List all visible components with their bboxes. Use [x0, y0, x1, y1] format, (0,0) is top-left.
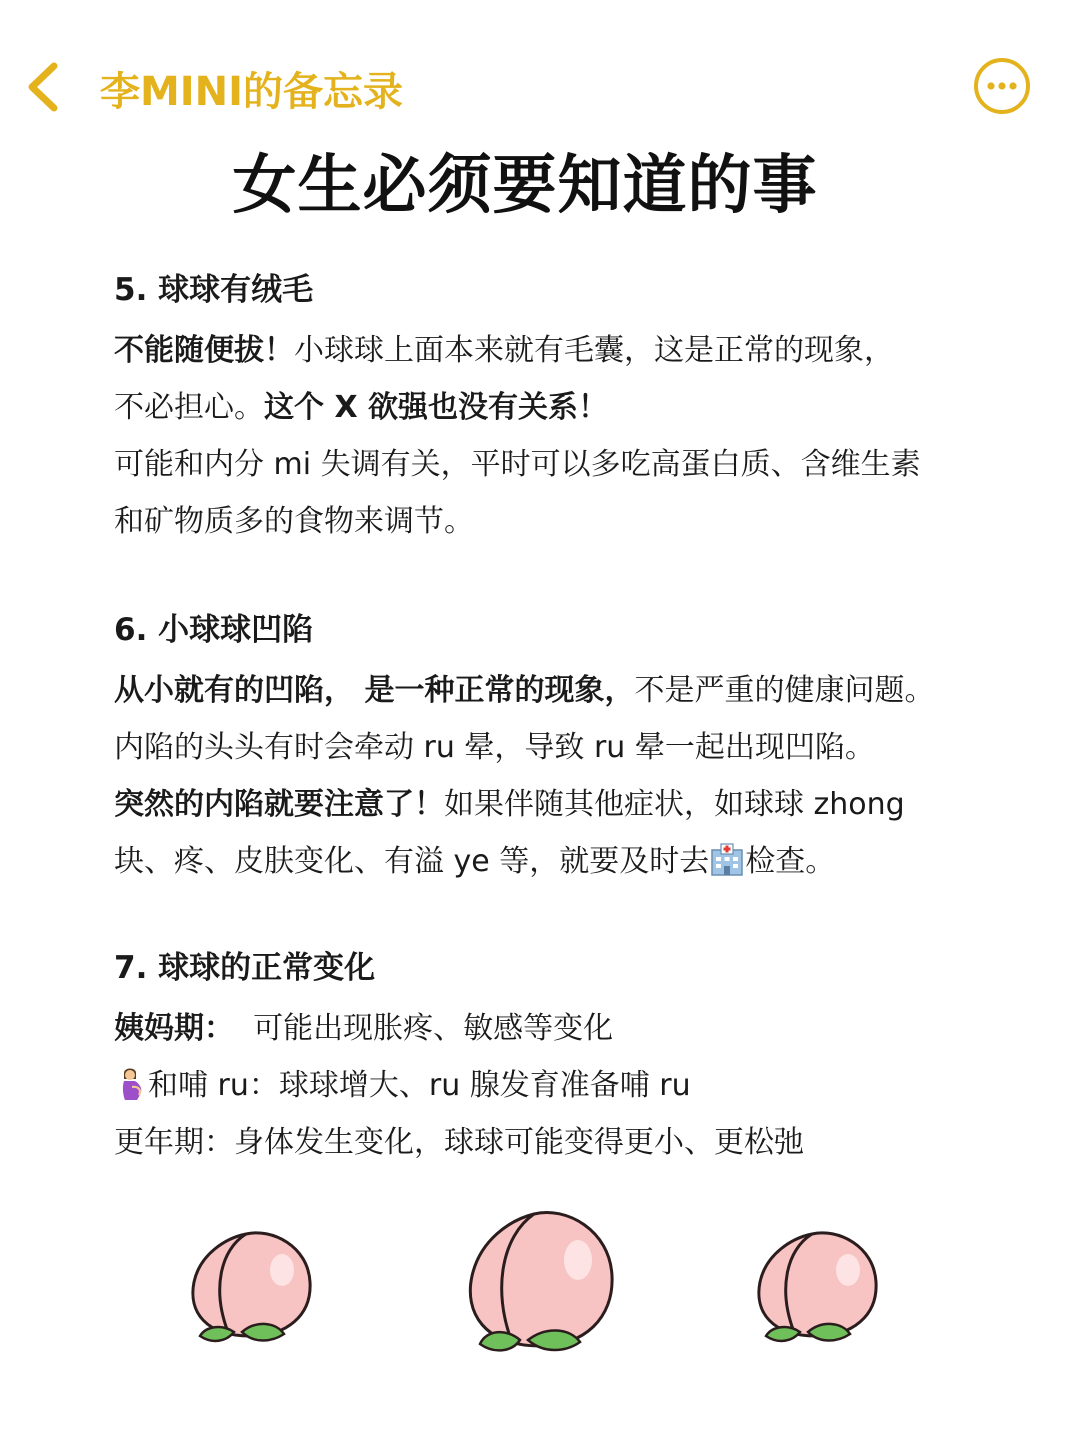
body-line: 内陷的头头有时会牵动 ru 晕，导致 ru 晕一起出现凹陷。	[114, 730, 875, 765]
emphasis-text: 突然的内陷就要注意了！	[114, 787, 444, 822]
body-line	[114, 776, 1034, 833]
body-line	[114, 1000, 1034, 1057]
emphasis-text: 不能随便拔！	[114, 333, 294, 368]
body-line: 可能和内分 mi 失调有关，平时可以多吃高蛋白质、含维生素	[114, 447, 921, 482]
body-text: 不是严重的健康问题。	[634, 673, 935, 708]
section-heading: 6. 小球球凹陷	[114, 612, 314, 648]
hospital-icon	[709, 839, 745, 896]
note-body	[114, 266, 1034, 1171]
emphasis-text: 这个 X 欲强也没有关系！	[264, 390, 609, 425]
emphasis-text: 从小就有的凹陷， 是一种正常的现象，	[114, 673, 635, 708]
section-heading: 7. 球球的正常变化	[114, 950, 376, 986]
section-heading: 5. 球球有绒毛	[114, 272, 314, 308]
more-button[interactable]	[972, 56, 1032, 116]
body-text: 检查。	[745, 844, 836, 879]
body-text: 和哺 ru：球球增大、ru 腺发育准备哺 ru	[148, 1068, 691, 1103]
note-title: 女生必须要知道的事	[232, 149, 818, 223]
section-spacer	[114, 890, 1034, 944]
section-spacer	[114, 550, 1034, 606]
body-line	[114, 322, 1034, 379]
body-text: 小球球上面本来就有毛囊，这是正常的现象，	[294, 333, 894, 368]
chevron-left-icon	[18, 56, 70, 118]
body-line: 更年期：身体发生变化，球球可能变得更小、更松弛	[114, 1125, 804, 1160]
top-bar	[0, 48, 1080, 128]
peach-decoration	[0, 1190, 1080, 1390]
body-text: 不必担心。	[114, 390, 264, 425]
body-line	[114, 1057, 1034, 1114]
body-line	[114, 379, 1034, 436]
emphasis-text: 姨妈期：	[114, 1011, 234, 1046]
section-6	[114, 606, 1034, 890]
body-line	[114, 662, 1034, 719]
body-line	[114, 833, 1034, 890]
pregnant-woman-icon	[114, 1063, 148, 1120]
app-title: 李MINI的备忘录	[100, 69, 404, 115]
body-text: 可能出现胀疼、敏感等变化	[253, 1011, 614, 1046]
peach-icon	[186, 1220, 318, 1348]
back-button[interactable]	[18, 56, 70, 118]
body-line: 和矿物质多的食物来调节。	[114, 504, 474, 539]
more-dots-icon	[972, 56, 1032, 116]
body-text: 如果伴随其他症状，如球球 zhong	[444, 787, 905, 822]
peach-icon	[462, 1200, 618, 1360]
section-5	[114, 266, 1034, 550]
peach-icon	[752, 1220, 884, 1348]
section-7	[114, 944, 1034, 1171]
body-text: 块、疼、皮肤变化、有溢 ye 等，就要及时去	[114, 844, 710, 879]
